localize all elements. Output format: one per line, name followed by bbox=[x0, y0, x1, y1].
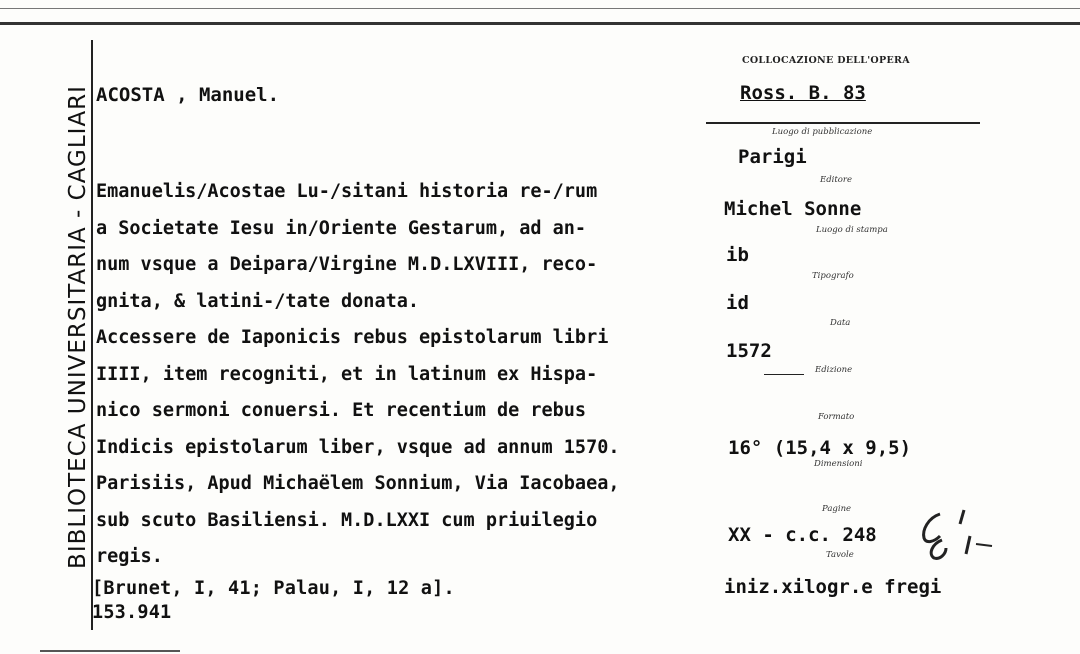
library-name: BIBLIOTECA UNIVERSITARIA - CAGLIARI bbox=[65, 85, 91, 569]
pages-label: Pagine bbox=[822, 504, 852, 514]
handwritten-mark bbox=[912, 500, 1002, 570]
description-line: sub scuto Basiliensi. M.D.LXXI cum priuilegio bbox=[96, 509, 598, 531]
place-of-publication-value: Parigi bbox=[738, 146, 807, 168]
description-line: Accessere de Iaponicis rebus epistolarum libri bbox=[96, 327, 609, 348]
place-of-publication-label: Luogo di pubblicazione bbox=[772, 127, 873, 137]
edition-label: Edizione bbox=[815, 365, 853, 375]
description-block bbox=[96, 174, 726, 576]
description-line: a Societate Iesu in/Oriente Gestarum, ad an- bbox=[96, 217, 587, 239]
shelfmark-header: COLLOCAZIONE DELL'OPERA bbox=[742, 55, 910, 66]
format-sublabel: Dimensioni bbox=[814, 459, 863, 469]
top-edge-line bbox=[0, 22, 1080, 25]
bottom-edge-line bbox=[40, 650, 180, 652]
description-line: Indicis epistolarum liber, vsque ad annum 1570. bbox=[96, 436, 620, 458]
description-line: gnita, & latini-/tate donata. bbox=[96, 290, 420, 312]
date-value: 1572 bbox=[726, 340, 772, 362]
publisher-label: Editore bbox=[820, 175, 852, 185]
publisher-value: Michel Sonne bbox=[724, 198, 862, 220]
shelfmark: Ross. B. 83 bbox=[740, 82, 866, 104]
format-value: 16° (15,4 x 9,5) bbox=[728, 437, 912, 459]
description-line: regis. bbox=[96, 546, 163, 567]
place-of-printing-label: Luogo di stampa bbox=[816, 225, 888, 235]
plates-label: Tavole bbox=[826, 550, 854, 560]
author-heading: ACOSTA , Manuel. bbox=[96, 84, 280, 106]
printer-label: Tipografo bbox=[812, 271, 854, 281]
date-label: Data bbox=[830, 318, 851, 328]
top-edge-line-faint bbox=[0, 8, 1080, 9]
description-line: Parisiis, Apud Michaëlem Sonnium, Via Iacobaea, bbox=[96, 473, 620, 494]
place-of-printing-value: ib bbox=[726, 244, 749, 266]
description-line: Emanuelis/Acostae Lu-/sitani historia re-/rum bbox=[96, 181, 598, 202]
description-line: nico sermoni conuersi. Et recentium de rebus bbox=[96, 400, 587, 421]
right-column-rule bbox=[706, 122, 980, 124]
pages-value: XX - c.c. 248 bbox=[728, 524, 877, 546]
description-line: num vsque a Deipara/Virgine M.D.LXVIII, reco- bbox=[96, 254, 598, 275]
description-line: IIII, item recogniti, et in latinum ex Hispa- bbox=[96, 363, 598, 385]
printer-value: id bbox=[726, 292, 749, 314]
edition-rule bbox=[764, 374, 804, 375]
references: [Brunet, I, 41; Palau, I, 12 a]. bbox=[92, 578, 455, 599]
inventory-number: 153.941 bbox=[92, 602, 172, 623]
notes-value: iniz.xilogr.e fregi bbox=[724, 576, 942, 598]
format-label: Formato bbox=[818, 412, 855, 422]
left-margin-rule bbox=[91, 40, 93, 630]
